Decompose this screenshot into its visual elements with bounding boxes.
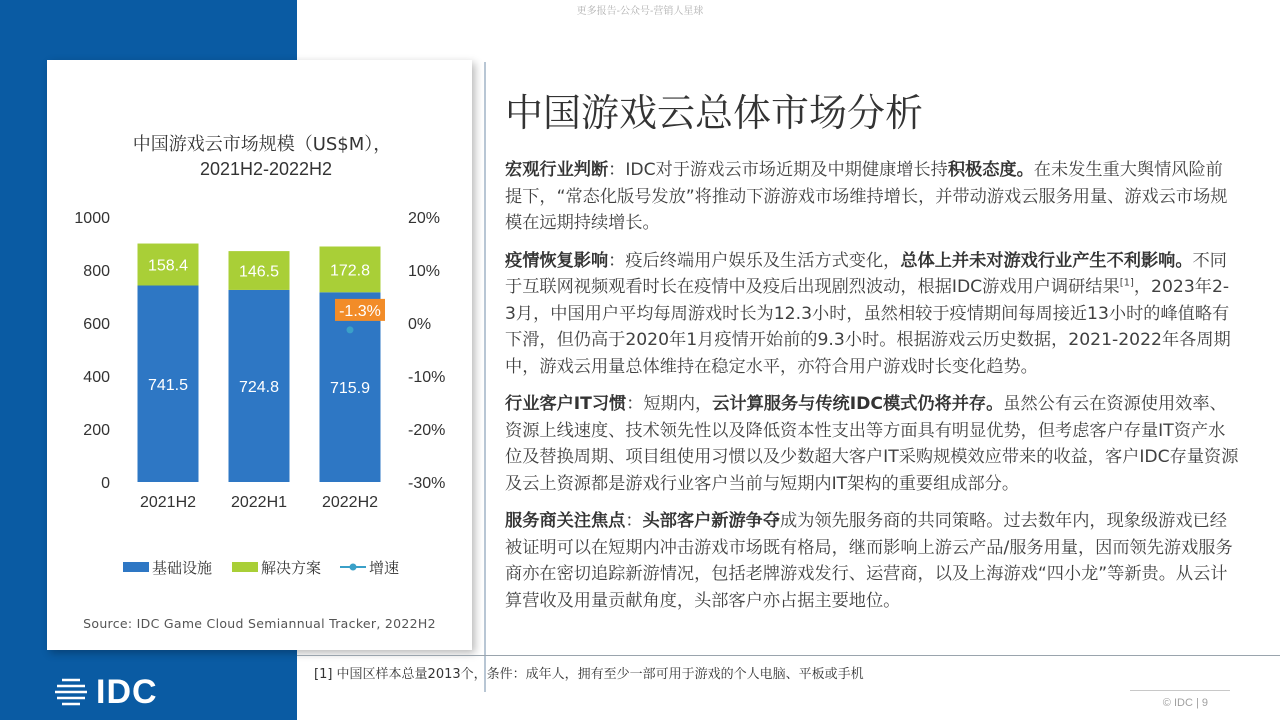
section-heading: 疫情恢复影响 [505, 250, 609, 271]
legend-label: 基础设施 [152, 559, 213, 577]
x-tick-label: 2022H1 [230, 494, 288, 511]
analysis-content [505, 157, 1240, 625]
y2-tick-label: -10% [408, 369, 446, 386]
x-tick-label: 2021H2 [139, 494, 197, 511]
chart-card [47, 60, 472, 650]
footnote-ref: [1] [1119, 277, 1134, 289]
section-provider-focus: 服务商关注焦点：头部客户新游争夺成为领先服务商的共同策略。过去数年内，现象级游戏已经被证明可以在短期内冲击游戏市场既有格局，继而影响上游云产品/服务用量，因而领先游戏服务商亦在密切追踪新游情况，包括老牌游戏发行、运营商，以及上海游戏“四小龙”等新贵。从云计算营收及用量贡献角度，头部客户亦占据主要地位。 [505, 511, 1233, 611]
footnote: [1] 中国区样本总量2013个，条件：成年人，拥有至少一部可用于游戏的个人电脑、平板或手机 [314, 667, 864, 682]
logo-text: IDC [96, 673, 158, 711]
bar-top-label: 146.5 [238, 263, 280, 281]
page-number-divider [1130, 690, 1230, 691]
y2-tick-label: -30% [408, 475, 446, 492]
bar-top-label: 158.4 [147, 257, 189, 275]
bar-base-label: 741.5 [147, 376, 189, 394]
x-tick-label: 2022H2 [321, 494, 379, 511]
legend-label: 增速 [369, 559, 400, 577]
section-heading: 行业客户IT习惯 [505, 394, 627, 414]
section-heading: 宏观行业判断 [505, 160, 609, 180]
y-tick-label: 1000 [74, 210, 110, 227]
legend-label: 解决方案 [261, 559, 322, 577]
section-pandemic: 疫情恢复影响：疫后终端用户娱乐及生活方式变化，总体上并未对游戏行业产生不利影响。不同于互联网视频观看时长在疫情中及疫后出现剧烈波动，根据IDC游戏用户调研结果[1]，2023年2-3月，中国用户平均每周游戏时长为12.3小时，虽然相较于疫情期间每周接近13小时的峰值略有下滑，但仍高于2020年1月疫情开始前的9.3小时。根据游戏云历史数据，2021-2022年各周期中，游戏云用量总体维持在稳定水平，亦符合用户游戏时长变化趋势。 [505, 250, 1231, 377]
chart-subtitle: 2021H2-2022H2 [199, 159, 333, 179]
bar-base-label: 724.8 [238, 378, 280, 396]
y-tick-label: 400 [83, 369, 110, 386]
y-tick-label: 0 [101, 475, 110, 492]
legend-swatch [232, 562, 258, 572]
footer-divider [297, 655, 1280, 656]
y-tick-label: 200 [83, 422, 110, 439]
y2-tick-label: 20% [408, 210, 441, 227]
y2-tick-label: -20% [408, 422, 446, 439]
bar-top-label: 172.8 [329, 262, 371, 280]
legend-swatch [123, 562, 149, 572]
globe-icon [52, 676, 90, 708]
page-title: 中国游戏云总体市场分析 [505, 91, 924, 135]
bar-base-label: 715.9 [329, 380, 371, 398]
section-it-habits: 行业客户IT习惯：短期内，云计算服务与传统IDC模式仍将并存。虽然公有云在资源使用效率、资源上线速度、技术领先性以及降低资本性支出等方面具有明显优势，但考虑客户存量IT资产水位及替换周期、项目组使用习惯以及少数超大客户IT采购规模效应带来的收益，客户IDC存量资源及云上资源都是游戏行业客户当前与短期内IT架构的重要组成部分。 [505, 394, 1239, 494]
page-number: © IDC | 9 [1162, 697, 1208, 709]
chart-title: 中国游戏云市场规模（US$M）， [132, 134, 392, 155]
growth-point [347, 326, 354, 333]
market-size-chart [47, 60, 472, 610]
y2-tick-label: 10% [408, 263, 441, 280]
section-heading: 服务商关注焦点 [505, 511, 626, 531]
y-tick-label: 600 [83, 316, 110, 333]
section-macro: 宏观行业判断：IDC对于游戏云市场近期及中期健康增长持积极态度。在未发生重大舆情风险前提下，“常态化版号发放”将推动下游游戏市场维持增长，并带动游戏云服务用量、游戏云市场规模在远期持续增长。 [505, 160, 1228, 233]
legend-swatch-marker [350, 564, 357, 571]
chart-source: Source: IDC Game Cloud Semiannual Tracker, 2022H2 [83, 616, 436, 631]
y2-tick-label: 0% [408, 316, 432, 333]
y-tick-label: 800 [83, 263, 110, 280]
watermark: 更多报告-公众号-营销人星球 [576, 6, 704, 17]
growth-label: -1.3% [339, 302, 381, 320]
divider-line [484, 62, 486, 692]
